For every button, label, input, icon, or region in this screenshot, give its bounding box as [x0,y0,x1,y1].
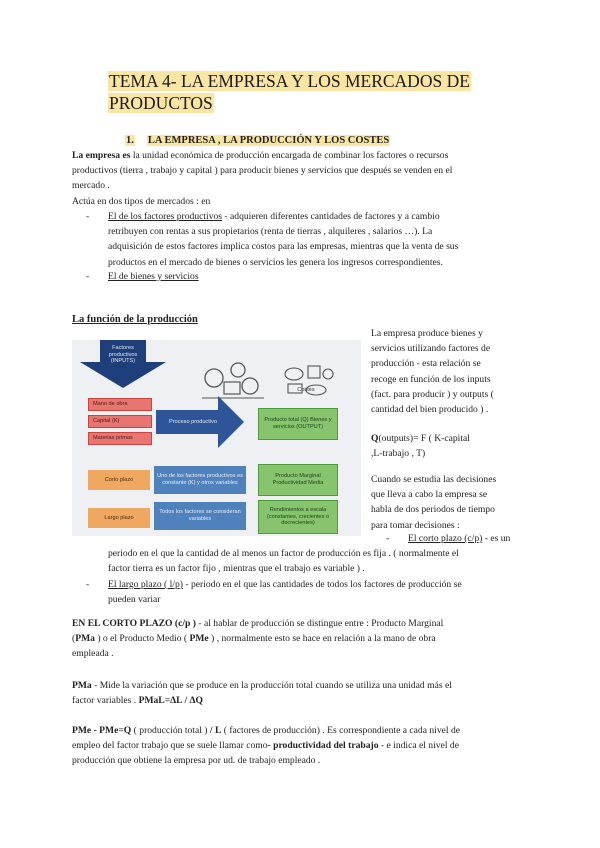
input-mano-obra: Mano de obra [88,398,152,411]
right-column-text: La empresa produce bienes y servicios utilizando factores de producción - esta relación se recoge en función de los inputs (fact. para producir ) y outputs ( cantidad del bien producido ) . [371,328,494,416]
rendimientos-box: Rendimientos a escala (constantes, crecientes o decrecientes) [258,500,338,534]
periods-intro: Cuando se estudia las decisiones que lleva a cabo la empresa se habla de dos periodos de tiempo para tomar decisiones : [371,474,497,531]
section-heading: 1. LA EMPRESA , LA PRODUCCIÓN Y LOS COSTES [126,135,390,146]
input-capital: Capital (K) [88,415,152,428]
pm-box: Producto Marginal Productividad Media [258,464,338,496]
production-formula: Q(outputs)= F ( K-capital ,L-trabajo , T) [371,433,470,460]
largo-plazo-box: Largo plazo [88,508,150,528]
costes-label: Costes [297,386,315,393]
output-box: Producto total (Q) Bienes y servicios (OUTPUT) [258,408,338,440]
process-label: Proceso productivo [169,418,217,425]
machinery-icon [198,354,268,402]
bullet-factores: - El de los factores productivos - adquieren diferentes cantidades de factores y a cambio retribuyen con rentas a sus propietarios (renta de tierras , alquileres , salarios …). La adquisición de estos factores implica costos para las empresas, mientras que la venta de sus productos en el mercado de bienes o servicios les genera los ingresos correspondientes. [86,211,459,268]
corto-desc-box: Uno de los factores productivos es constante (K) y otros variables [154,466,246,494]
input-materias: Materias primas [88,432,152,445]
intro-paragraph: La empresa es la unidad económica de producción encargada de combinar los factores o recursos productivos (tierra , trabajo y capital ) para producir bienes y servicios que después se venden en el mercado . Actúa en dos tipos de mercados : en [72,150,453,207]
pma-paragraph: PMa - Mide la variación que se produce en la producción total cuando se utiliza una unidad más el factor variables . PMaL=ΔL / ΔQ [72,680,452,707]
bullet-largo-plazo: - El largo plazo ( l/p) - periodo en el que las cantidades de todos los factores de producción se pueden variar [86,579,462,606]
pme-paragraph: PMe - PMe=Q ( producción total ) / L ( factores de producción) . Es correspondiente a cada nivel de empleo del factor trabajo que se suele llamar como- productividad del trabajo - e indica el nivel de producción que obtiene la empresa por ud. de trabajo empleado . [72,725,461,767]
prod-heading: La función de la producción [72,314,198,325]
page-title: TEMA 4- LA EMPRESA Y LOS MERCADOS DE PRODUCTOS [109,71,470,113]
largo-desc-box: Todos los factores se consideran variables [154,502,246,530]
bullet-bienes: - El de bienes y servicios [86,271,199,282]
bullet-corto-plazo: - El corto plazo (c/p) - es un [386,533,511,544]
inputs-label: Factores productivos (INPUTS) [108,345,138,365]
corto-plazo-box: Corto plazo [88,470,150,490]
products-icon [280,360,340,400]
corto-plazo-text: periodo en el que la cantidad de al menos un factor de producción es fija . ( normalmente el factor tierra es un factor fijo , mientras que el trabajo es variable ) . [108,548,459,575]
production-diagram [72,340,361,536]
cp-paragraph: EN EL CORTO PLAZO (c/p ) - al hablar de producción se distingue entre : Producto Marginal (PMa ) o el Producto Medio ( PMe ) , normalmente esto se hace en relación a la mano de obra empleada . [72,618,444,660]
